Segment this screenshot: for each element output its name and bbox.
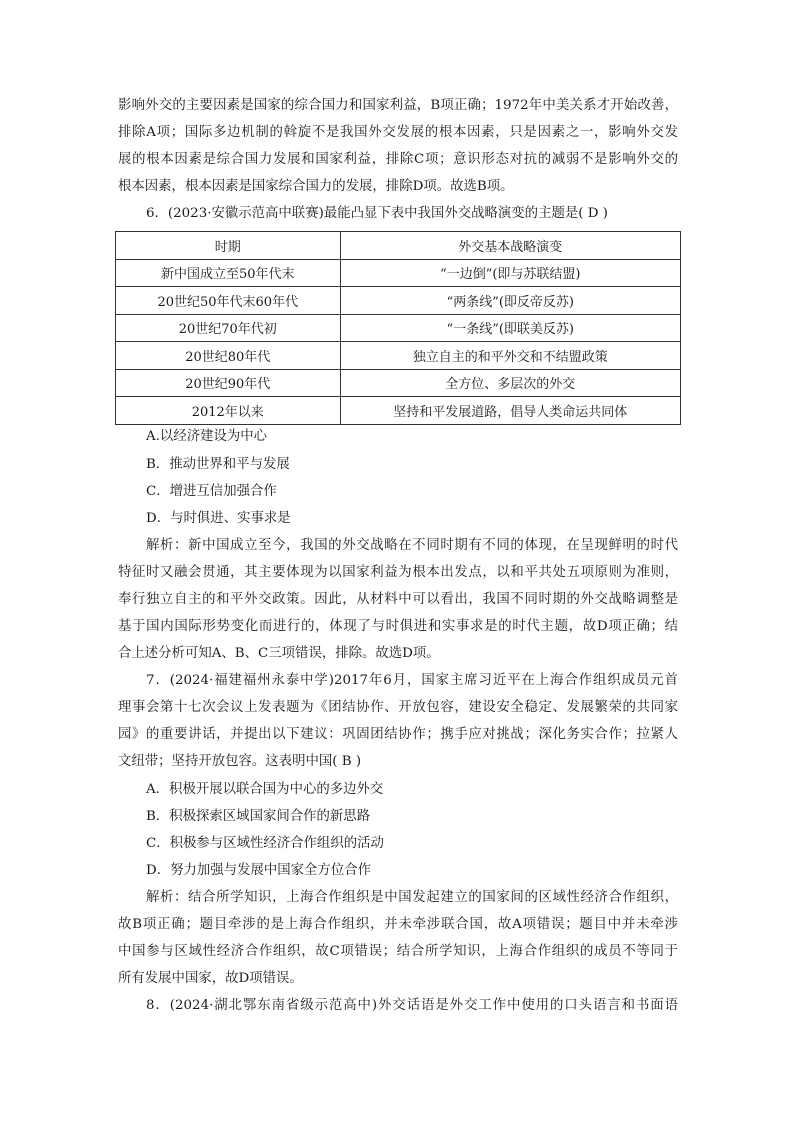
strategy-table xyxy=(115,231,681,425)
q6-option-c: C．增进互信加强合作 xyxy=(146,484,277,499)
table-row xyxy=(116,314,681,342)
table-cell-period: 新中国成立至50年代末 xyxy=(116,259,341,287)
q6-analysis-line-5: 合上述分析可知A、B、C三项错误，排除。故选D项。 xyxy=(118,646,440,661)
table-row xyxy=(116,397,681,425)
q7-option-a: A．积极开展以联合国为中心的多边外交 xyxy=(146,782,384,797)
table-cell-period: 2012年以来 xyxy=(116,397,341,425)
q7-stem-line-4: 文纽带；坚持开放包容。这表明中国( B ) xyxy=(118,754,362,769)
q6-analysis-line-4: 基于国内国际形势变化而进行的，体现了与时俱进和实事求是的时代主题，故D项正确；结 xyxy=(118,619,678,634)
table-header-period: 时期 xyxy=(116,232,341,260)
q7-stem-line-3: 园》的重要讲话，并提出以下建议：巩固团结协作；携手应对挑战；深化务实合作；拉紧人 xyxy=(118,727,678,742)
q6-analysis-line-1: 解析：新中国成立至今，我国的外交战略在不同时期有不同的体现，在呈现鲜明的时代 xyxy=(146,538,678,553)
table-row xyxy=(116,287,681,315)
table-cell-strategy: 独立自主的和平外交和不结盟政策 xyxy=(340,342,680,370)
q6-option-b: B．推动世界和平与发展 xyxy=(146,457,290,472)
q7-stem-line-1: 7．(2024·福建福州永泰中学)2017年6月，国家主席习近平在上海合作组织成员元首 xyxy=(146,673,678,688)
q7-analysis-line-2: 故B项正确；题目牵涉的是上海合作组织，并未牵涉联合国，故A项错误；题目中并未牵涉 xyxy=(118,917,678,932)
intro-line-3: 展的根本因素是综合国力发展和国家利益，排除C项；意识形态对抗的减弱不是影响外交的 xyxy=(118,152,678,167)
q7-option-b: B．积极探索区域国家间合作的新思路 xyxy=(146,809,371,824)
q6-option-d: D．与时俱进、实事求是 xyxy=(146,511,291,526)
table-cell-period: 20世纪70年代初 xyxy=(116,314,341,342)
table-header-row xyxy=(116,232,681,260)
table-row xyxy=(116,369,681,397)
intro-line-4: 根本因素，根本因素是国家综合国力的发展，排除D项。故选B项。 xyxy=(118,179,514,194)
table-header-strategy: 外交基本战略演变 xyxy=(340,232,680,260)
q6-stem: 6．(2023·安徽示范高中联赛)最能凸显下表中我国外交战略演变的主题是( D ) xyxy=(146,206,608,221)
table-cell-strategy: 全方位、多层次的外交 xyxy=(340,369,680,397)
q8-stem: 8．(2024·湖北鄂东南省级示范高中)外交话语是外交工作中使用的口头语言和书面语 xyxy=(146,998,678,1013)
q6-analysis-line-2: 特征时又融会贯通，其主要体现为以国家利益为根本出发点，以和平共处五项原则为准则， xyxy=(118,565,678,580)
q7-analysis-line-4: 所有发展中国家，故D项错误。 xyxy=(118,971,303,986)
intro-line-2: 排除A项；国际多边机制的斡旋不是我国外交发展的根本因素，只是因素之一，影响外交发 xyxy=(118,125,678,140)
table-cell-strategy: “两条线”(即反帝反苏) xyxy=(340,287,680,315)
table-row xyxy=(116,342,681,370)
table-row xyxy=(116,259,681,287)
table-cell-period: 20世纪90年代 xyxy=(116,369,341,397)
table-cell-strategy: “一边倒”(即与苏联结盟) xyxy=(340,259,680,287)
q6-analysis-line-3: 奉行独立自主的和平外交政策。因此，从材料中可以看出，我国不同时期的外交战略调整是 xyxy=(118,592,678,607)
q7-option-c: C．积极参与区域性经济合作组织的活动 xyxy=(146,836,384,851)
q7-option-d: D．努力加强与发展中国家全方位合作 xyxy=(146,863,371,878)
q6-option-a: A.以经济建设为中心 xyxy=(146,429,268,444)
q7-analysis-line-1: 解析：结合所学知识，上海合作组织是中国发起建立的国家间的区域性经济合作组织， xyxy=(146,890,678,905)
table-cell-strategy: “一条线”(即联美反苏) xyxy=(340,314,680,342)
q7-stem-line-2: 理事会第十七次会议上发表题为《团结协作、开放包容，建设安全稳定、发展繁荣的共同家 xyxy=(118,700,678,715)
table-cell-period: 20世纪80年代 xyxy=(116,342,341,370)
q7-analysis-line-3: 中国参与区域性经济合作组织，故C项错误；结合所学知识，上海合作组织的成员不等同于 xyxy=(118,944,678,959)
intro-line-1: 影响外交的主要因素是国家的综合国力和国家利益，B项正确；1972年中美关系才开始改善， xyxy=(118,98,678,113)
table-cell-period: 20世纪50年代末60年代 xyxy=(116,287,341,315)
table-cell-strategy: 坚持和平发展道路，倡导人类命运共同体 xyxy=(340,397,680,425)
